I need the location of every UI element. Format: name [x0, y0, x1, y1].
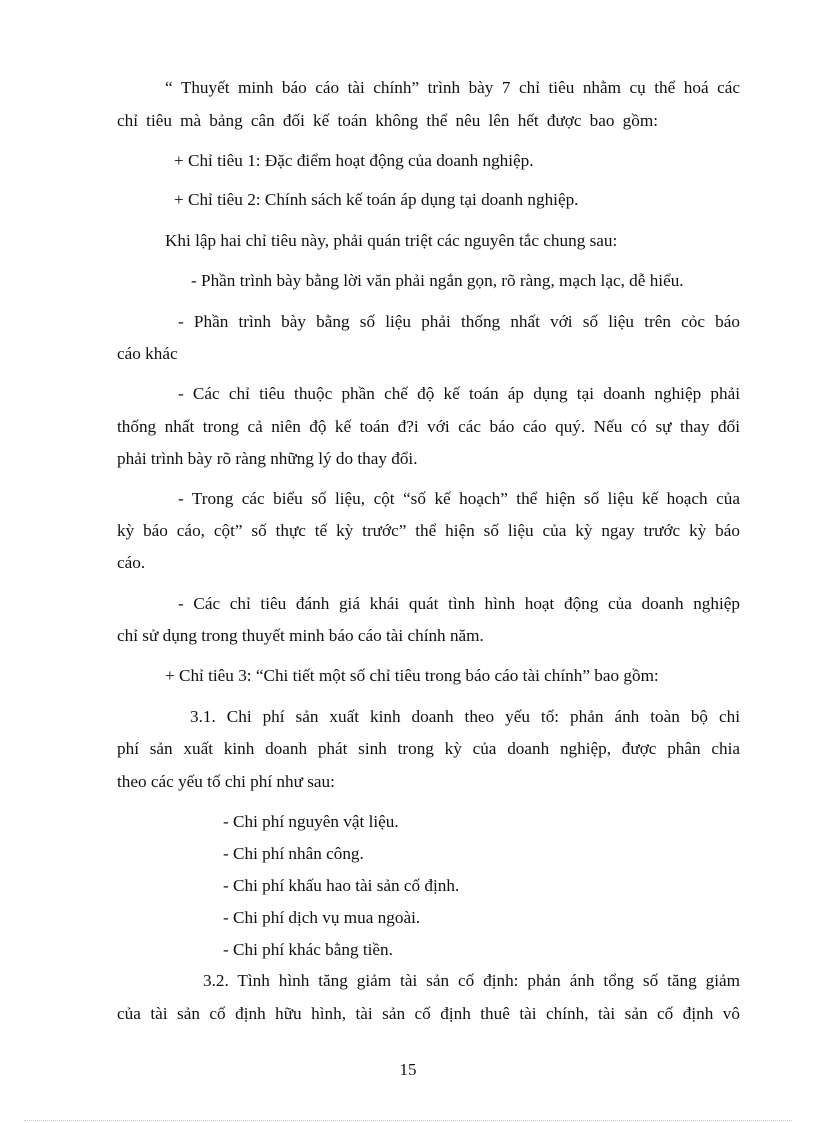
text-line: Khi lập hai chỉ tiêu này, phải quán triệt các nguyên tắc chung sau: [165, 231, 618, 250]
text-line: + Chỉ tiêu 1: Đặc điểm hoạt động của doanh nghiệp. [174, 151, 534, 170]
text-line: kỳ báo cáo, cột” số thực tế kỳ trước” thể hiện số liệu của kỳ ngay trước kỳ báo [117, 521, 740, 540]
text-line: của tài sản cố định hữu hình, tài sản cố định thuê tài chính, tài sản cố định vô [117, 1004, 740, 1023]
list-item: - Chi phí nguyên vật liệu. [223, 812, 399, 831]
text-line: phải trình bày rõ ràng những lý do thay đổi. [117, 449, 418, 468]
text-line: + Chỉ tiêu 3: “Chi tiết một số chỉ tiêu trong báo cáo tài chính” bao gồm: [165, 666, 659, 685]
text-line: - Phần trình bày bằng số liệu phải thống nhất với số liệu trên cỏc báo [178, 312, 740, 331]
list-item: - Chi phí dịch vụ mua ngoài. [223, 908, 421, 927]
text-line: - Phần trình bày bằng lời văn phải ngắn gọn, rõ ràng, mạch lạc, dễ hiểu. [191, 271, 684, 290]
text-line: - Các chỉ tiêu đánh giá khái quát tình hình hoạt động của doanh nghiệp [178, 594, 740, 613]
list-item: - Chi phí khác bằng tiền. [223, 940, 393, 959]
text-line: phí sản xuất kinh doanh phát sinh trong kỳ của doanh nghiệp, được phân chia [117, 739, 740, 758]
page-number: 15 [399, 1060, 417, 1079]
list-item: - Chi phí nhân công. [223, 844, 364, 863]
text-line: 3.2. Tình hình tăng giảm tài sản cố định: phản ánh tổng số tăng giảm [203, 971, 740, 990]
text-line: + Chỉ tiêu 2: Chính sách kế toán áp dụng tại doanh nghiệp. [174, 190, 579, 209]
text-line: theo các yếu tố chi phí như sau: [117, 772, 335, 791]
text-line: cáo khác [117, 344, 178, 363]
text-line: cáo. [117, 553, 146, 572]
page-bottom-divider [24, 1120, 792, 1121]
text-line: chỉ tiêu mà bảng cân đối kế toán không thể nêu lên hết được bao gồm: [117, 111, 658, 130]
list-item: - Chi phí khấu hao tài sản cố định. [223, 876, 460, 895]
text-line: - Các chỉ tiêu thuộc phần chế độ kế toán áp dụng tại doanh nghiệp phải [178, 384, 740, 403]
text-line: 3.1. Chi phí sản xuất kinh doanh theo yếu tố: phản ánh toàn bộ chi [190, 707, 740, 726]
text-line: “ Thuyết minh báo cáo tài chính” trình bày 7 chỉ tiêu nhằm cụ thể hoá các [165, 78, 740, 97]
text-line: - Trong các biểu số liệu, cột “số kế hoạch” thể hiện số liệu kế hoạch của [178, 489, 740, 508]
text-line: chỉ sử dụng trong thuyết minh báo cáo tài chính năm. [117, 626, 484, 645]
text-line: thống nhất trong cả niên độ kế toán đ?i với các báo cáo quý. Nếu có sự thay đổi [117, 417, 740, 436]
